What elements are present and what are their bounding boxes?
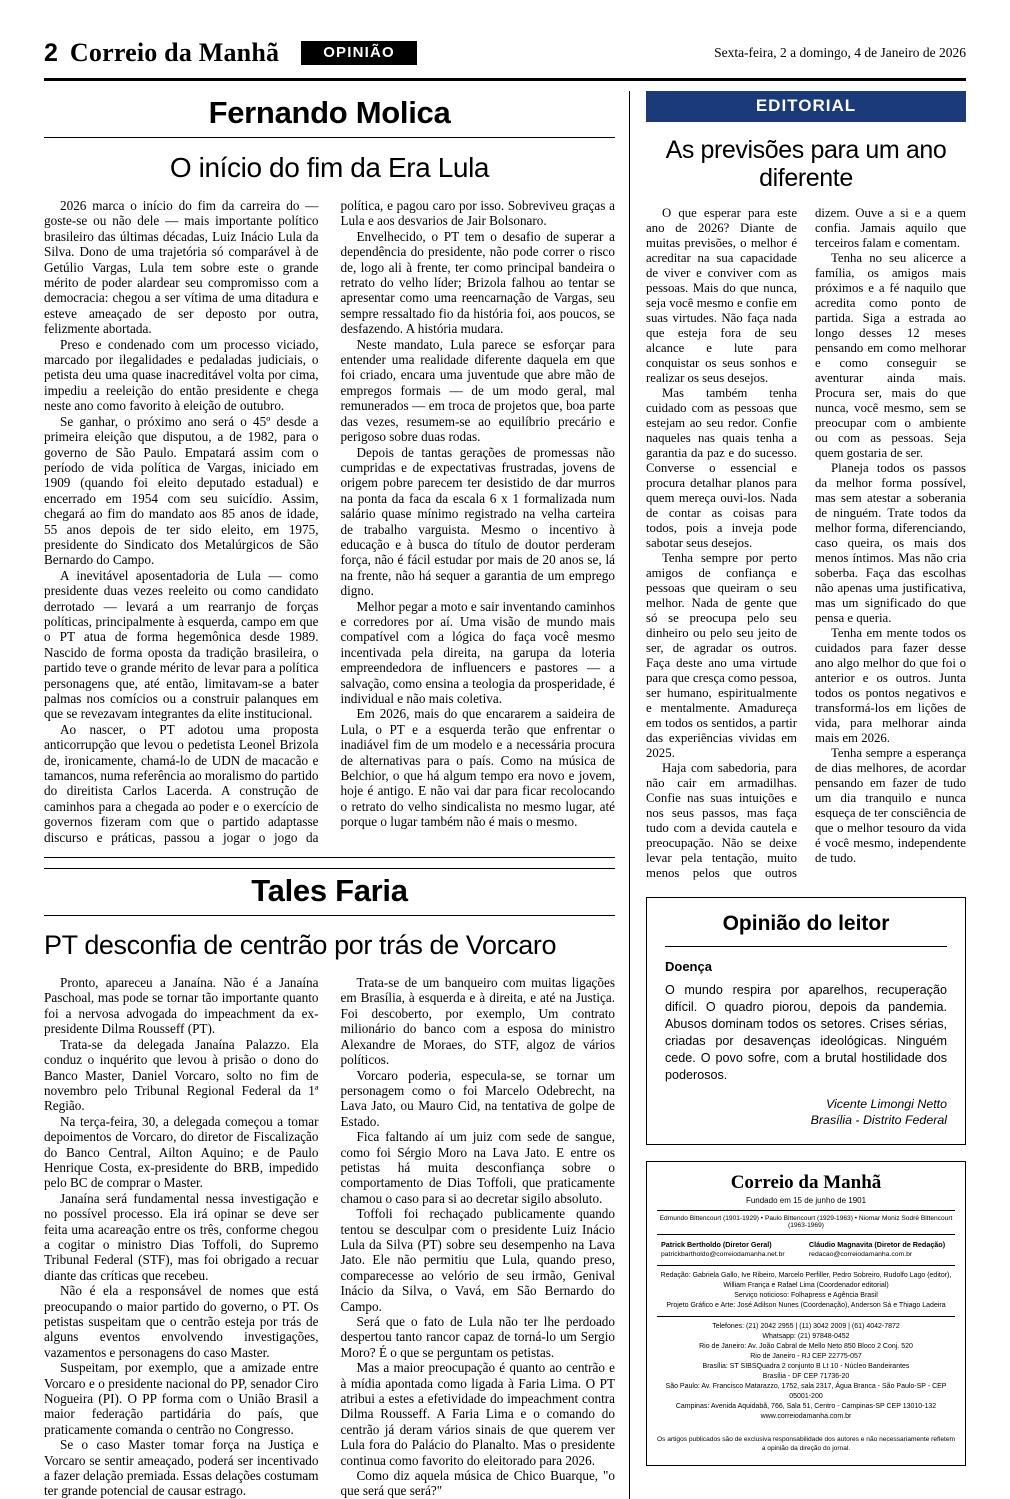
imprint-rio-address: Rio de Janeiro: Av. João Cabral de Mello Neto 850 Bloco 2 Conj. 520 [699,1343,913,1350]
paragraph: A inevitável aposentadoria de Lula — como presidente duas vezes reeleito ou como candidato derrotado — levará a um rearranjo de forças políticas, principalmente à esquerda, campo em que o PT atua de forma hegemônica desde 1989. Nascido de forma oposta da tradição brasileira, o partido teve o grande mérito de levar para a política personagens que, até então, limitavam-se a bater palmas nos comícios ou a construir palanques em que se revezavam integrantes da elite institucional. [44,567,319,722]
reader-opinion-text: O mundo respira por aparelhos, recuperação difícil. O quadro piorou, depois da pandemia. Abusos dominam todos os setores. Crises sérias, criadas por desavenças ideológicas. Ninguém cede. O povo sofre, com a brutal hostilidade dos poderosos. [665,983,947,1082]
section-tag: OPINIÃO [301,41,417,65]
paragraph: Tenha em mente todos os cuidados para fazer desse ano algo melhor do que foi o anterior e os outros. Junta todos os pontos negativos e transformá-los em lições de vida, para melhorar ainda mais em 2026. [815,626,966,745]
paragraph: Pronto, apareceu a Janaína. Não é a Janaína Paschoal, mas pode se tornar tão importante quanto foi a nervosa advogada do impeachment da ex-presidente Dilma Rousseff (PT). [44,975,319,1037]
imprint-logo: Correio da Manhã [730,1172,882,1193]
imprint-redacao: Redação: Gabriela Gallo, Ive Ribeiro, Marcelo Perfiller, Pedro Sobreiro, Rudolfo Lago (editor), William França e Rafael Lima (Coordenador editorial) [660,1272,952,1289]
paragraph: Tenha sempre por perto amigos de confiança e pessoas que queiram o seu melhor. Nada de gente que só se preocupa pelo seu dinheiro ou pelo seu jeito de ser, de agradar os outros. Faça deste ano uma virtude para que cresça como pessoa, ser humano, espiritualmente e mentalmente. Amadureça em todos os sentidos, a partir das experiências vividas em 2025. [646,551,798,760]
paragraph: Tenha no seu alicerce a família, os amigos mais próximos e a fé naquilo que acredita como ponto de partida. Siga a estrada ao longo desses 12 meses pensando em como melhorar e como conseguir se aventurar ainda mais. Procura ser, mais do que nunca, você mesmo, sem se preocupar com o ambiente ou com as pessoas. Seja quem gostaria de ser. [815,251,966,460]
editorial-tag: EDITORIAL [646,91,966,122]
director-general-role: Patrick Bertholdo (Diretor Geral) [661,1240,772,1249]
paragraph: Mas a maior preocupação é quanto ao centrão e à mídia apontada como ligada à Faria Lima. O PT atribui a estes a efetividade do impeachment contra Dilma Rousseff. A Faria Lima e o comando do centrão já deram vários sinais de que querem ver Lula fora do Palácio do Planalto. Mas o presidente continua como favorito do eleitorado para 2026. [340,1360,615,1468]
paper-name: Correio da Manhã [69,38,280,67]
imprint-founded: Fundado em 15 de junho de 1901 [657,1196,955,1211]
reader-opinion-title: Opinião do leitor [665,912,947,947]
imprint-servicos: Serviço noticioso: Folhapress e Agência Brasil [734,1292,878,1299]
paragraph: Trata-se da delegada Janaína Palazzo. Ela conduz o inquérito que levou à prisão o dono do Banco Master, Daniel Vorcaro, solto no fim de novembro pelo Tribunal Regional Federal da 1ª Região. [44,1036,319,1114]
imprint-brasilia-address-2: Brasília - DF CEP 71736-20 [762,1373,850,1380]
imprint-staff [657,1266,955,1317]
article-body [44,975,615,1499]
imprint-phones: Telefones: (21) 2042 2955 | (11) 3042 2009 | (61) 4042-7872 [712,1323,900,1330]
editorial-title: As previsões para um ano diferente [665,136,947,192]
imprint-projeto: Projeto Gráfico e Arte: José Adilson Nunes (Coordenação), Anderson Sá e Thiago Ladeira [666,1302,946,1309]
paragraph: Depois de tantas gerações de promessas não cumpridas e de expectativas frustradas, jovens de origem pobre parecem ter desistido de dar murros na ponta da faca da escala 6 x 1 formalizada num salário quase mínimo registrado na velha carteira de trabalho varguista. Mesmo o incentivo à educação e à busca do título de doutor perderam força, não é fácil estudar por mais de 20 anos se, lá na frente, não há sequer a garantia de um emprego digno. [340,444,615,599]
imprint-campinas-address: Campinas: Avenida Aquidabã, 766, Sala 51, Centro - Campinas-SP CEP 13010-132 [675,1403,937,1410]
director-general-mail: patrickbartholdo@correiodamanha.net.br [661,1251,785,1258]
paragraph: Ao nascer, o PT adotou uma proposta anticorrupção que levou o pedetista Leonel Brizola de, ironicamente, chamá-lo de UDN de macacão e tamancos, numa referência ao moralismo do partido do direitista Carlos Lacerda. A construção de caminhos para a chegada ao poder e o exercício de governos fizeram com que o partido adaptasse discurso e práticas, passou a jogar o jogo da política, e pagou caro por isso. Sobreviveu graças a Lula e aos desvarios de Jair Bolsonaro. [44,198,615,845]
paragraph: Fica faltando aí um juiz com sede de sangue, como foi Sérgio Moro na Lava Jato. E entre os petistas há muita desconfiança sobre o comportamento de Dias Toffoli, que praticamente chamou o caso para si ao decretar sigilo absoluto. [340,1129,615,1206]
editorial-body [646,206,966,881]
signature-name: Vicente Limongi Netto [826,1097,947,1111]
paragraph: O que esperar para este ano de 2026? Diante de muitas previsões, o melhor é acreditar na sua capacidade de viver e conviver com as pessoas. Mais do que nunca, seja você mesmo e confie em suas virtudes. Não faça nada que esteja fora de seu alcance e lute para conquistar os seus sonhos e realizar os seus desejos. [646,206,797,385]
imprint-whatsapp: Whatsapp: (21) 97848-0452 [762,1333,850,1340]
paragraph: Será que o fato de Lula não ter lhe perdoado despertou tanto rancor capaz de torná-lo um Sergio Moro? É o que se perguntam os petistas. [340,1314,615,1360]
article-byline: Fernando Molica [44,91,615,138]
imprint-rio-address-2: Rio de Janeiro - RJ CEP 22775-057 [750,1353,862,1360]
paragraph: Se ganhar, o próximo ano será o 45º desde a primeira eleição que disputou, a de 1982, para o governo de São Paulo. Empatará assim com o período de vida política de Vargas, iniciado em 1909 (quando foi eleito deputado estadual) e encerrado em 1954 com seu suicídio. Assim, chegará ao fim do mandato aos 85 anos de idade, 55 anos depois de ter sido eleito, em 1975, presidente do Sindicato dos Metalúrgicos de São Bernardo do Campo. [44,413,319,568]
paragraph: Preso e condenado com um processo viciado, marcado por ilegalidades e pedaladas judiciais, o petista deu uma quase inacreditável volta por cima, impediu a reeleição do então presidente e chega neste ano como favorito à eleição de outubro. [44,336,319,414]
paragraph: Suspeitam, por exemplo, que a amizade entre Vorcaro e o presidente nacional do PP, senador Ciro Nogueira (PI). O PP forma com o União Brasil a maior federação partidária do país, que praticamente comanda o centrão no Congresso. [44,1360,319,1437]
imprint-editor [809,1240,951,1259]
imprint-director-general [661,1240,803,1259]
paragraph: 2026 marca o início do fim da carreira do — goste-se ou não dele — mais importante político brasileiro das últimas décadas, Luiz Inácio Lula da Silva. Dono de uma trajetória só comparável à de Getúlio Vargas, Lula tem sobre este o grande mérito de poder alardear seu compromisso com a democracia: chegou a ser vítima de uma ditadura e esteve ameaçado de ser deposto por outra, felizmente abortada. [44,198,319,337]
masthead [44,38,966,74]
article-tales-faria [44,868,615,1499]
paragraph: Envelhecido, o PT tem o desafio de superar a dependência do presidente, não pode correr o risco de, logo ali à frente, ter como principal bandeira o retrato do velho líder; Brizola falhou ao tentar se apresentar como uma reencarnação de Vargas, seu sempre ressaltado fio da história foi, aos poucos, se desfazendo. A história mudara. [340,228,615,337]
paragraph: Como diz aquela música de Chico Buarque, "o que será que será?" [340,1468,615,1499]
paragraph: Em 2026, mais do que encararem a saideira de Lula, o PT e a esquerda terão que enfrentar o inadiável fim de um modelo e a necessária procura de alternativas para o país. Como na música de Belchior, o que há algum tempo era novo e jovem, hoje é antigo. E não vai dar para ficar recolocando o retrato do velho sindicalista no mesmo lugar, até porque o lugar também não é mais o mesmo. [340,706,615,830]
page-number: 2 [44,38,58,67]
imprint-founders: Edmundo Bittencourt (1901-1929) • Paulo Bittencourt (1929-1963) • Niomar Moniz Sodré Bittencourt (1963-1969) [657,1211,955,1235]
right-column-zone [629,91,966,1499]
paragraph: Tenha sempre a esperança de dias melhores, de acordar pensando em fazer de tudo um dia tranquilo e nunca esqueça de ter consciência de que o melhor tesouro da vida é você mesmo, independente de tudo. [815,746,966,865]
paragraph: Toffoli foi rechaçado publicamente quando tentou se desculpar com o presidente Luiz Inácio Lula da Silva (PT) sobre seu desempenho na Lava Jato. Ele não permitiu que Lula, quando preso, comparecesse ao velório de seu irmão, Genival Inácio da Silva, o Vavá, em São Bernardo do Campo. [340,1206,615,1314]
signature-place: Brasília - Distrito Federal [810,1113,947,1127]
paragraph: Neste mandato, Lula parece se esforçar para entender uma realidade diferente daquela em que foi criado, encara uma juventude que abre mão de empregos formais — de um modo geral, mal remunerados — em troca de projetos que, boa parte das vezes, resumem-se ao equilíbrio precário e perigoso sobre duas rodas. [340,336,615,445]
paragraph: Planeja todos os passos da melhor forma possível, mas sem atestar a soberania de ninguém. Trate todos da melhor forma, diferenciando, caso queira, os mais dos menos íntimos. Mas não cria soberba. Faça das escolhas não apenas uma justificativa, mas um significado do que pensa e queria. [815,461,966,625]
reader-opinion-box [646,897,966,1145]
imprint-saopaulo-address: São Paulo: Av. Francisco Matarazzo, 1752, sala 2317, Água Branca - São Paulo-SP - CEP 05001-200 [665,1383,947,1400]
paragraph: Melhor pegar a moto e sair inventando caminhos e corredores por aí. Uma visão de mundo mais compatível com a lógica do faça você mesmo incentivada pela direita, na garupa da loteria empreendedora de influencers e pastores — a salvação, como ensina a teologia da prosperidade, é individual e não mais coletiva. [340,598,615,706]
imprint-brasilia-address: Brasília: ST SIBSQuadra 2 conjunto B Lt 10 - Núcleo Bandeirantes [702,1363,910,1370]
masthead-rule [44,78,966,81]
article-body [44,198,615,845]
masthead-imprint-box [646,1161,966,1466]
paragraph: Vorcaro poderia, especula-se, se tornar um personagem como o foi Marcelo Odebrecht, na Lava Jato, ou Mauro Cid, na tentativa de golpe de Estado. [340,1067,615,1129]
paragraph: Mas também tenha cuidado com as pessoas que estejam ao seu redor. Confie naqueles nas quais tenha a garantia da paz e do sucesso. Converse o essencial e procura detalhar planos para quem mereça ouvi-los. Nada de contar as coisas para todos, pois a inveja pode sabotar seus desejos. [646,386,797,550]
reader-opinion-subject: Doença [665,959,712,974]
article-fernando-molica [44,91,615,845]
imprint-directors [657,1235,955,1266]
paragraph: Na terça-feira, 30, a delegada começou a tomar depoimentos de Vorcaro, do diretor de Fiscalização do Banco Central, Ailton Aquino; e de Paulo Henrique Costa, ex-presidente do BRB, impedido pelo BC de comprar o Master. [44,1113,319,1191]
imprint-contacts [657,1317,955,1427]
page-content [44,91,966,1499]
left-column-zone [44,91,629,1499]
paragraph: Se o caso Master tomar força na Justiça e Vorcaro se sentir ameaçado, poderá ser incentivado a fazer delação premiada. Essas delações costumam ter grande potencial de causar estrago. [44,1437,319,1499]
paragraph: Trata-se de um banqueiro com muitas ligações em Brasília, à esquerda e à direita, e até na Justiça. Foi descoberto, por exemplo, Um contrato milionário do banco com a esposa do ministro Alexandre de Moraes, do STF, algoz de vários políticos. [340,975,615,1068]
paragraph: Janaína será fundamental nessa investigação e no possível processo. Ela irá opinar se deve ser feita uma acareação entre os três, conforme chegou a cogitar o ministro Dias Toffoli, do Supremo Tribunal Federal (STF), mas foi obrigado a recuar diante das críticas que recebeu. [44,1190,319,1283]
paragraph: Haja com sabedoria, para não cair em armadilhas. Confie nas suas intuições e nos seus passos, mas faça tudo com a devida cautela e preocupação. Não se deixe levar pela tentação, muito menos pelos que outros dizem. Ouve a si e a quem confia. Jamais aquilo que terceiros falam e comentam. [646,206,966,880]
article-byline: Tales Faria [44,868,615,916]
article-headline: O início do fim da Era Lula [169,152,490,183]
article-headline: PT desconfia de centrão por trás de Vorcaro [44,930,557,961]
reader-opinion-signature [665,1096,947,1128]
editor-mail: redacao@correiodamanha.com.br [808,1251,913,1258]
editor-role: Cláudio Magnavita (Diretor de Redação) [808,1240,946,1249]
article-divider [44,857,615,858]
imprint-website[interactable]: www.correiodamanha.com.br [760,1413,852,1420]
paragraph: Não é ela a responsável de nomes que está preocupando o maior partido do governo, o PT. Os petistas suspeitam que o centrão esteja por trás de alguns eventos envolvendo investigações, vazamentos e personagens do caso Master. [44,1283,319,1360]
issue-date: Sexta-feira, 2 a domingo, 4 de Janeiro de 2026 [714,45,966,60]
imprint-disclaimer: Os artigos publicados são de exclusiva responsabilidade dos autores e não necessariamente refletem a opinião da direção do jornal. [657,1436,955,1452]
